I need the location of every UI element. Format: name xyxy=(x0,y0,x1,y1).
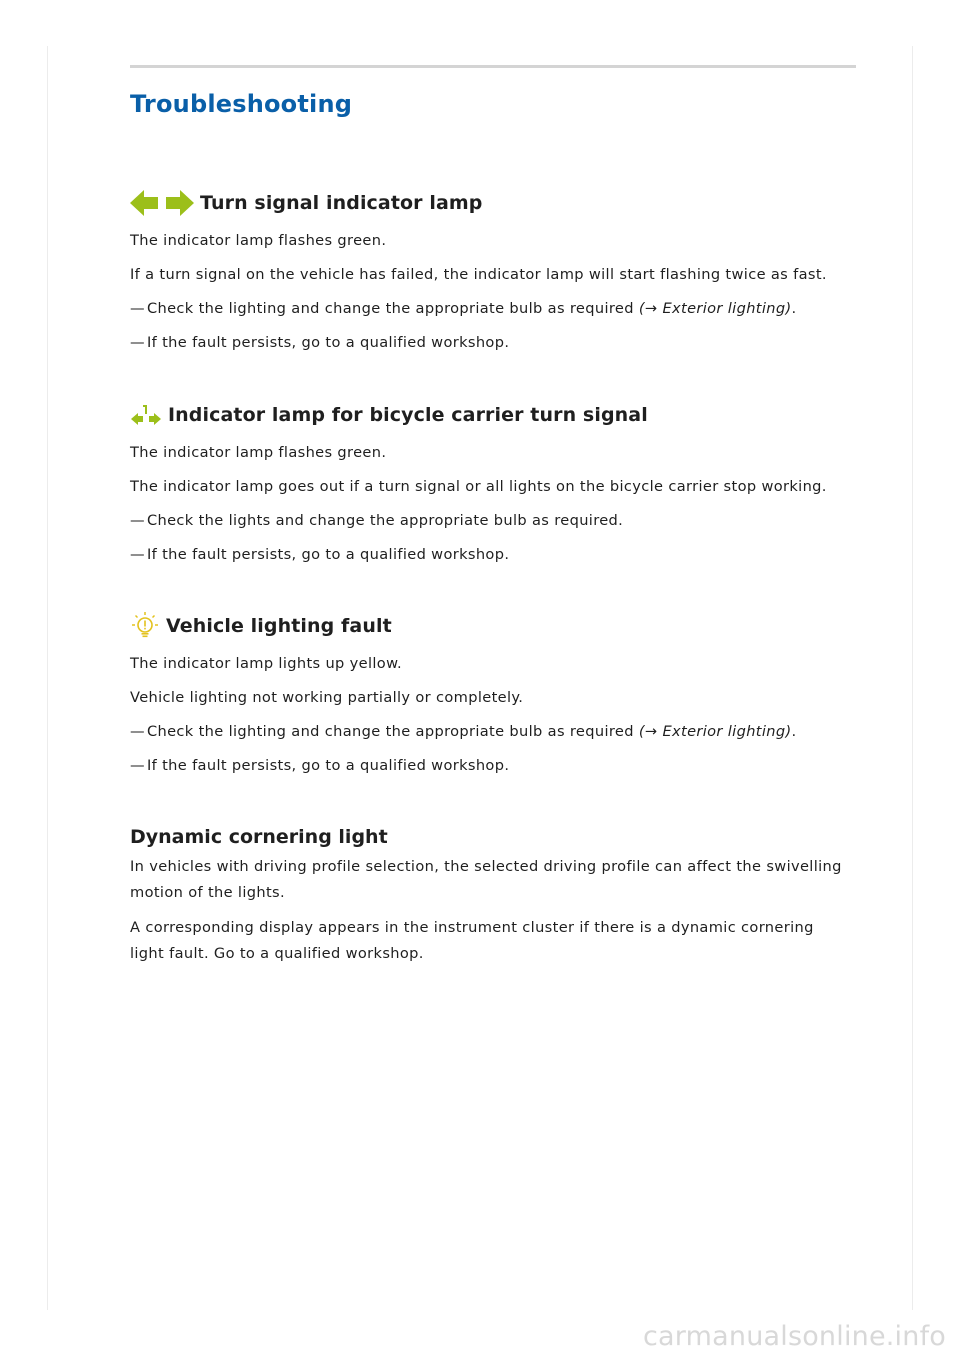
instruction-step xyxy=(130,719,860,745)
instruction-step xyxy=(130,296,860,322)
instruction-step xyxy=(130,542,860,568)
bulb-warning-icon xyxy=(130,611,160,641)
step-text: If the fault persists, go to a qualified workshop. xyxy=(146,334,510,351)
step-dash: — xyxy=(130,334,145,351)
section-heading-row xyxy=(130,609,860,643)
step-dash: — xyxy=(130,757,145,774)
top-rule xyxy=(130,65,856,68)
step-punctuation: . xyxy=(791,723,797,740)
turn-signal-arrows-icon xyxy=(130,188,194,218)
section-bicycle-carrier xyxy=(130,398,860,568)
right-margin-line xyxy=(912,46,913,1310)
section-heading: Vehicle lighting fault xyxy=(166,615,392,637)
section-lighting-fault xyxy=(130,609,860,779)
body-text: The indicator lamp flashes green. xyxy=(130,444,387,461)
section-heading: Turn signal indicator lamp xyxy=(200,192,483,214)
body-text: The indicator lamp flashes green. xyxy=(130,232,387,249)
step-text: Check the lighting and change the appropriate bulb as required xyxy=(146,300,639,317)
step-dash: — xyxy=(130,546,145,563)
section-heading-row xyxy=(130,186,860,220)
body-text: The indicator lamp lights up yellow. xyxy=(130,655,403,672)
step-dash: — xyxy=(130,300,145,317)
body-text: In vehicles with driving profile selection, the selected driving profile can affect the swivelling motion of the lights. xyxy=(130,858,842,901)
cross-reference-link[interactable]: (→ Exterior lighting) xyxy=(638,300,792,317)
watermark: carmanualsonline.info xyxy=(643,1321,946,1352)
body-text: Vehicle lighting not working partially or completely. xyxy=(130,689,524,706)
cross-reference-link[interactable]: (→ Exterior lighting) xyxy=(638,723,792,740)
instruction-step xyxy=(130,508,860,534)
step-text: If the fault persists, go to a qualified workshop. xyxy=(146,546,510,563)
body-text: If a turn signal on the vehicle has failed, the indicator lamp will start flashing twice as fast. xyxy=(130,266,827,283)
section-heading: Indicator lamp for bicycle carrier turn signal xyxy=(168,404,648,426)
step-dash: — xyxy=(130,512,145,529)
instruction-step xyxy=(130,753,860,779)
page-title: Troubleshooting xyxy=(130,90,353,118)
left-margin-line xyxy=(47,46,48,1310)
step-punctuation: . xyxy=(791,300,797,317)
instruction-step xyxy=(130,330,860,356)
step-text: Check the lights and change the appropriate bulb as required. xyxy=(146,512,624,529)
step-text: If the fault persists, go to a qualified workshop. xyxy=(146,757,510,774)
section-heading: Dynamic cornering light xyxy=(130,826,388,848)
body-text: The indicator lamp goes out if a turn signal or all lights on the bicycle carrier stop working. xyxy=(130,478,827,495)
section-turn-signal xyxy=(130,186,860,356)
body-text: A corresponding display appears in the instrument cluster if there is a dynamic cornering light fault. Go to a qualified workshop. xyxy=(130,919,814,962)
section-dynamic-cornering xyxy=(130,822,842,967)
bicycle-carrier-turn-signal-icon xyxy=(130,400,162,430)
step-dash: — xyxy=(130,723,145,740)
section-heading-row xyxy=(130,398,860,432)
step-text: Check the lighting and change the appropriate bulb as required xyxy=(146,723,639,740)
